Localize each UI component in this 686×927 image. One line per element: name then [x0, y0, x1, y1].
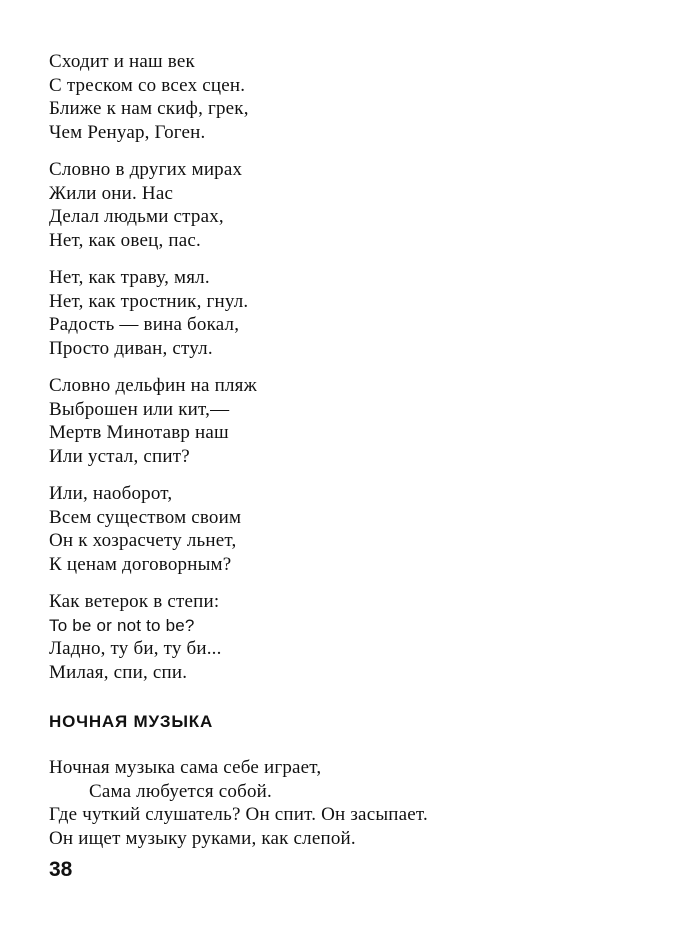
stanza: [49, 590, 257, 684]
poem-line: Или, наоборот,: [49, 483, 173, 504]
poem-line: Словно в других мирах: [49, 159, 243, 180]
poem-line: Ближе к нам скиф, грек,: [49, 98, 249, 119]
poem-line: К ценам договорным?: [49, 553, 232, 575]
poem-line: To be or not to be?: [49, 615, 195, 635]
stanza: [49, 266, 257, 360]
poem-line: Ладно, ту би, ту би...: [49, 638, 222, 659]
poem-line: Всем существом своим: [49, 506, 242, 528]
poem-line: Он к хозрасчету льнет,: [49, 530, 237, 551]
poem-line: Сама любуется собой.: [89, 780, 272, 802]
poem-line: Нет, как овец, пас.: [49, 229, 201, 251]
poem-line: Радость — вина бокал,: [49, 314, 240, 335]
stanza: [49, 158, 257, 252]
poem-line: Где чуткий слушатель? Он спит. Он засыпает.: [49, 804, 428, 825]
poem-title: НОЧНАЯ МУЗЫКА: [49, 712, 214, 731]
poem-line: Милая, спи, спи.: [49, 661, 188, 683]
poem-line: Делал людьми страх,: [49, 206, 224, 227]
poem-line: Он ищет музыку руками, как слепой.: [49, 827, 356, 849]
poem-line: Нет, как тростник, гнул.: [49, 290, 249, 312]
poem-line: Чем Ренуар, Гоген.: [49, 121, 206, 143]
poem-line: Словно дельфин на пляж: [49, 375, 257, 396]
page-number: 38: [49, 858, 73, 881]
poem-line: Как ветерок в степи:: [49, 591, 220, 612]
poem-line: Жили они. Нас: [49, 182, 174, 204]
poem-line: С треском со всех сцен.: [49, 74, 246, 96]
poem-line: Мертв Минотавр наш: [49, 422, 229, 443]
poem-line: Или устал, спит?: [49, 445, 190, 467]
poem-line: Нет, как траву, мял.: [49, 267, 210, 288]
poem-line: Просто диван, стул.: [49, 337, 213, 359]
stanza: [49, 50, 257, 144]
poem-stanzas: [49, 50, 257, 698]
poem-line: Сходит и наш век: [49, 51, 195, 72]
stanza: [49, 482, 257, 576]
poem-line: Ночная музыка сама себе играет,: [49, 757, 322, 778]
stanza: [49, 374, 257, 468]
second-poem-body: [49, 756, 428, 850]
poem-line: Выброшен или кит,—: [49, 398, 230, 420]
